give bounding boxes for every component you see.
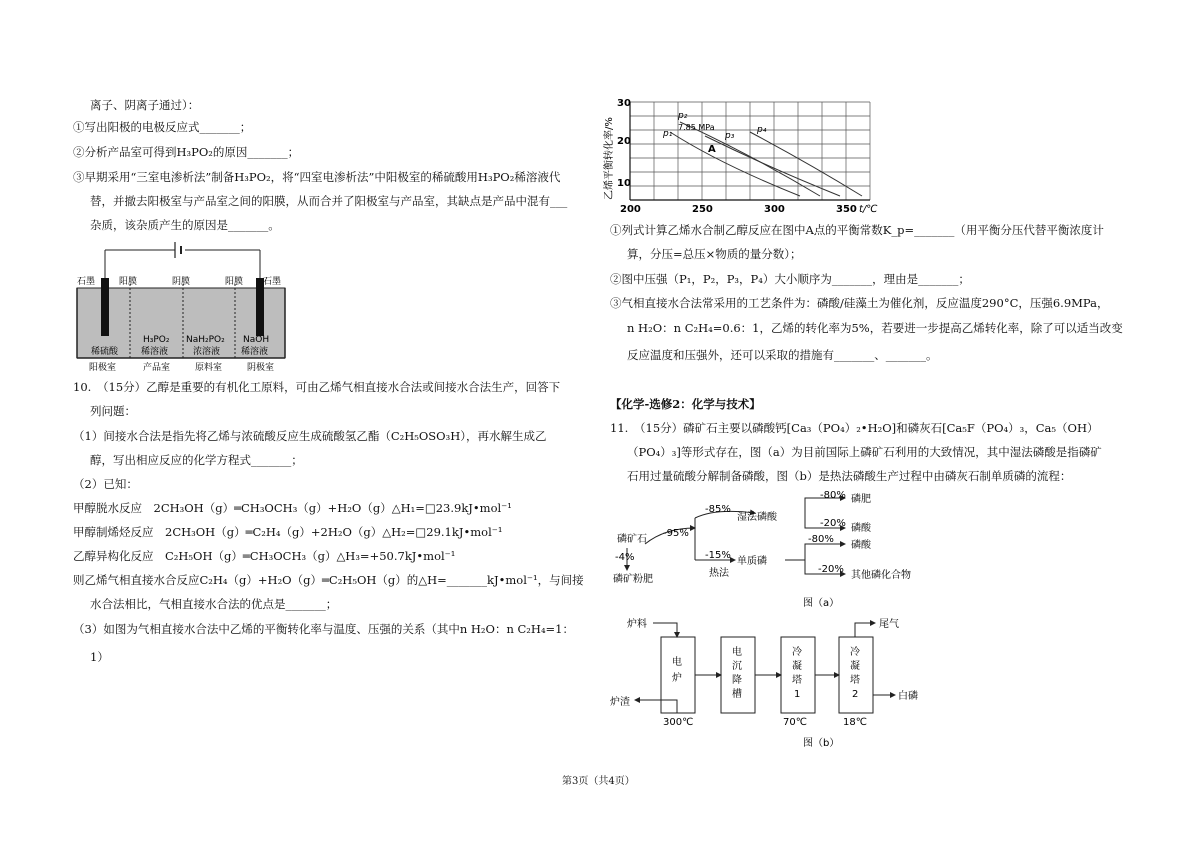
fig-a-ore: 磷矿石 [617,534,647,545]
fig-b-box2: 电沉降槽 [732,647,742,700]
graph-xtick: 350 [836,204,857,215]
text-line: 反应温度和压强外，还可以采取的措施有_______、_______。 [627,348,938,362]
text-line: 水合法相比，气相直接水合法的优点是_______； [90,597,338,611]
graph-ylabel: 乙烯平衡转化率/% [604,117,615,200]
fig-a-pct-15: -15% [705,550,731,561]
text-line: （2）已知： [73,477,138,491]
text-line: ③早期采用“三室电渗析法”制备H₃PO₂，将“四室电渗析法”中阳极室的稀硫酸用H₃PO₂稀溶液代 [73,170,561,184]
text-line: ③气相直接水合法常采用的工艺条件为：磷酸/硅藻土为催化剂，反应温度290°C，压强6.9MPa， [610,296,1109,310]
curve-p3 [705,136,840,196]
electrodialysis-cell-figure [75,238,290,373]
fig-b-feed: 炉料 [627,619,647,630]
fig-a-pct-85: -85% [705,504,731,515]
fig-a-pct-80a: -80% [820,490,846,501]
cell-label-cation-membrane-1: 阳膜 [119,277,138,287]
fig-a-fertilizer-powder: 磷矿粉肥 [613,574,653,585]
text-line: 甲醇脱水反应 2CH₃OH（g）═CH₃OCH₃（g）+H₂O（g）△H₁=□23.9kJ•mol⁻¹ [73,501,512,515]
fig-b-box3: 冷凝塔 1 [792,647,802,700]
figure-b-flowchart [605,615,925,750]
cell-solution-2b: 稀溶液 [141,347,169,357]
conversion-rate-graph [600,92,880,217]
cell-solution-3a: NaH₂PO₂ [186,335,225,345]
cell-solution-4b: 稀溶液 [241,347,269,357]
fig-b-temp-3: 70℃ [783,717,807,728]
graph-ytick: 20 [617,136,631,147]
cell-room-product: 产品室 [143,363,171,373]
fig-a-elemental-p: 单质磷 [737,556,767,567]
cell-solution-4a: NaOH [243,335,270,345]
fig-a-acid-b: 磷酸 [851,540,871,551]
cell-solution-1: 稀硫酸 [91,347,119,357]
text-line: （1）间接水合法是指先将乙烯与浓硫酸反应生成硫酸氢乙酯（C₂H₅OSO₃H），再水解生成乙 [73,429,547,443]
curve-label-p3: p₃ [725,131,735,141]
text-line: 列问题： [90,404,136,418]
text-line: 离子、阴离子通过）： [90,98,200,112]
cell-label-anion-membrane: 阴膜 [172,277,191,287]
fig-a-pct-80b: -80% [808,534,834,545]
page-footer: 第3页（共4页） [562,776,635,787]
text-line: 算，分压=总压×物质的量分数）； [627,247,802,261]
curve-p4 [750,132,862,196]
fig-a-fertilizer: 磷肥 [851,494,871,505]
cell-room-anode: 阳极室 [89,363,117,373]
fig-a-caption: 图（a） [803,598,840,609]
fig-b-box4: 冷凝塔 2 [850,647,860,700]
fig-a-pct-20b: -20% [818,564,844,575]
graph-xlabel: t/℃ [859,204,878,215]
text-line: ①写出阳极的电极反应式_______； [73,120,252,134]
text-line: ①列式计算乙烯水合制乙醇反应在图中A点的平衡常数K_p=_______（用平衡分压代替平衡浓度计 [610,223,1104,237]
fig-b-temp-1: 300℃ [663,717,694,728]
fig-a-wet-acid: 湿法磷酸 [737,512,777,523]
graph-ytick: 30 [617,98,631,109]
cell-room-cathode: 阴极室 [247,363,275,373]
text-line: 1） [90,650,109,664]
text-line: （3）如图为气相直接水合法中乙烯的平衡转化率与温度、压强的关系（其中n H₂O：n C₂H₄=1： [73,622,575,636]
fig-b-slag: 炉渣 [610,697,630,708]
text-line: 10. （15分）乙醇是重要的有机化工原料，可由乙烯气相直接水合法或间接水合法生产，回答下 [73,380,561,394]
fig-b-white-p: 白磷 [898,691,918,702]
pressure-note: 7.85 MPa [678,123,715,132]
text-line: （PO₄）₃]等形式存在，图（a）为目前国际上磷矿石利用的大致情况，其中湿法磷酸是指磷矿 [627,445,1102,459]
section-heading: 【化学-选修2：化学与技术】 [610,397,761,411]
text-line: 乙醇异构化反应 C₂H₅OH（g）═CH₃OCH₃（g）△H₃=+50.7kJ•mol⁻¹ [73,549,456,563]
text-line: 甲醇制烯烃反应 2CH₃OH（g）═C₂H₄（g）+2H₂O（g）△H₂=□29.1kJ•mol⁻¹ [73,525,503,539]
curve-label-p1: p₁ [663,129,673,139]
text-line: ②分析产品室可得到H₃PO₂的原因_______； [73,145,300,159]
text-line: n H₂O：n C₂H₄=0.6：1，乙烯的转化率为5%，若要进一步提高乙烯转化率，除了可以适当改变 [627,321,1123,335]
graph-ytick: 10 [617,178,631,189]
fig-b-caption: 图（b） [803,738,840,749]
cell-solution-2a: H₃PO₂ [143,335,170,345]
graph-xtick: 250 [692,204,713,215]
fig-b-tail-gas: 尾气 [879,619,899,630]
text-line: 杂质，该杂质产生的原因是_______。 [90,218,280,232]
cell-label-cation-membrane-2: 阳膜 [225,277,244,287]
fig-a-pct-20a: -20% [820,518,846,529]
fig-a-acid-a: 磷酸 [851,523,871,534]
cell-label-graphite-right: 石墨 [263,277,282,287]
fig-b-box1: 电炉 [672,657,682,684]
cell-room-feed: 原料室 [195,363,223,373]
curve-p1 [670,132,800,196]
cell-solution-3b: 浓溶液 [193,347,221,357]
fig-a-thermal: 热法 [709,568,729,579]
figure-a-flowchart [605,488,935,613]
cell-label-graphite-left: 石墨 [77,277,96,287]
fig-a-other: 其他磷化合物 [851,570,911,581]
curve-label-p2: p₂ [678,111,688,121]
text-line: 醇，写出相应反应的化学方程式_______； [90,453,303,467]
text-line: 替，并撤去阳极室与产品室之间的阳膜，从而合并了阳极室与产品室，其缺点是产品中混有___ [90,194,568,208]
text-line: 则乙烯气相直接水合反应C₂H₄（g）+H₂O（g）═C₂H₅OH（g）的△H=_______kJ•mol⁻¹，与间接 [73,573,584,587]
curve-label-p4: p₄ [757,125,767,135]
fig-b-temp-4: 18℃ [843,717,867,728]
text-line: 石用过量硫酸分解制备磷酸，图（b）是热法磷酸生产过程中由磷灰石制单质磷的流程： [627,469,1072,483]
fig-a-pct-4: -4% [615,552,635,563]
point-a-label: A [708,144,716,155]
graph-xtick: 300 [764,204,785,215]
text-line: ②图中压强（P₁，P₂，P₃，P₄）大小顺序为_______，理由是_______； [610,272,970,286]
text-line: 11. （15分）磷矿石主要以磷酸钙[Ca₃（PO₄）₂•H₂O]和磷灰石[Ca₅F（PO₄）₃，Ca₅（OH） [610,421,1099,435]
fig-a-pct-95: -95% [663,528,689,539]
graph-xtick: 200 [620,204,641,215]
